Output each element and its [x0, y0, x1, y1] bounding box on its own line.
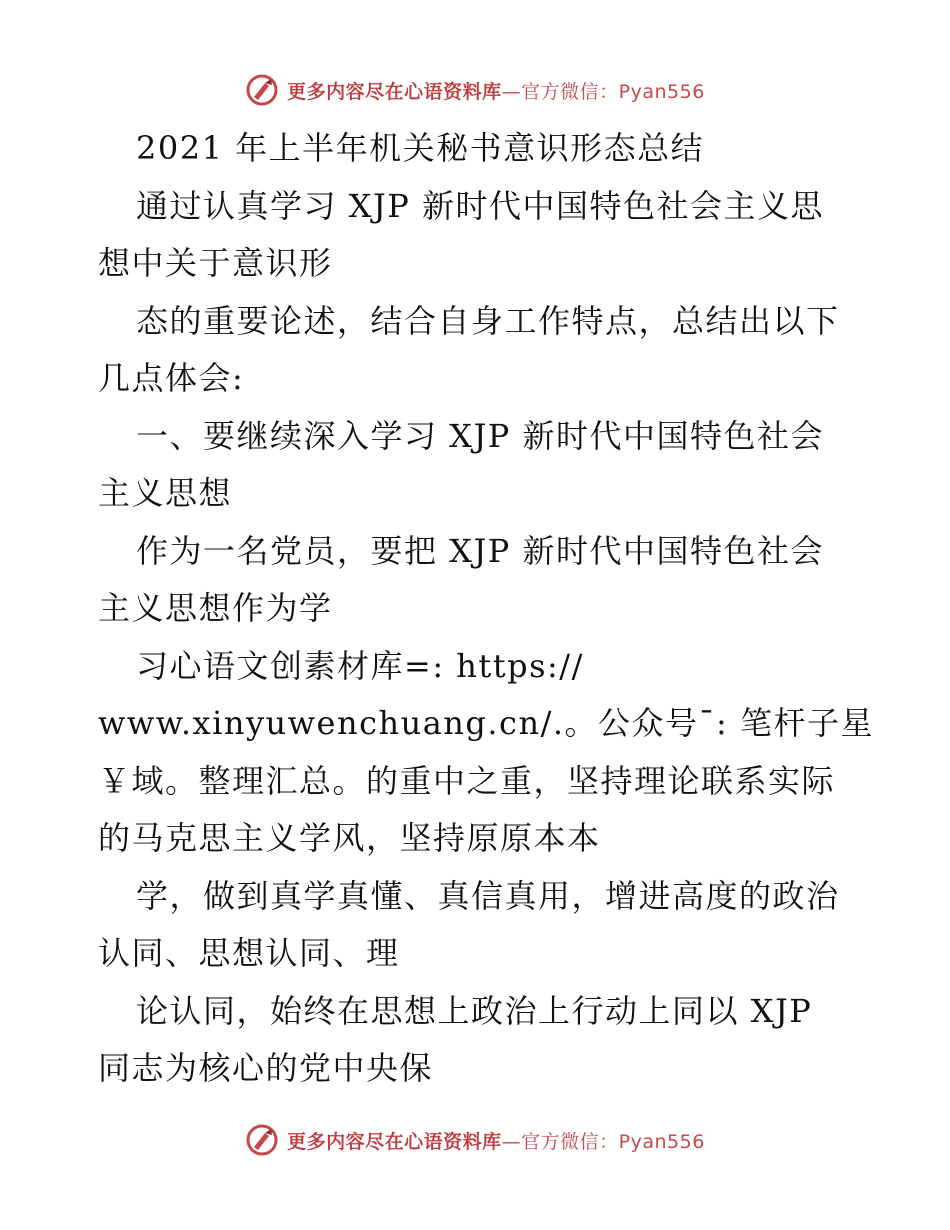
footer-brand-text: 更多内容尽在心语资料库	[287, 1130, 502, 1153]
section-heading: 一、要继续深入学习 XJP 新时代中国特色社会	[136, 416, 824, 455]
document-body	[98, 120, 874, 1098]
paragraph-line: 态的重要论述，结合自身工作特点，总结出以下	[136, 301, 840, 340]
paragraph-line: 主义思想作为学	[98, 589, 333, 627]
header-banner-text	[287, 77, 705, 104]
section-heading: 主义思想	[98, 474, 233, 512]
paragraph-line: 通过认真学习 XJP 新时代中国特色社会主义思	[136, 186, 824, 225]
paragraph-line: 几点体会:	[98, 359, 245, 397]
footer-banner	[0, 1120, 950, 1160]
header-banner	[0, 70, 950, 110]
header-suffix-text: 官方微信：Pyan556	[521, 80, 705, 103]
paragraph-line: 想中关于意识形	[98, 244, 333, 282]
paragraph-line: 作为一名党员，要把 XJP 新时代中国特色社会	[136, 531, 824, 570]
document-title: 2021 年上半年机关秘书意识形态总结	[136, 129, 705, 167]
footer-suffix-text: 官方微信：Pyan556	[521, 1130, 705, 1153]
paragraph-line: 论认同，始终在思想上政治上行动上同以 XJP	[136, 991, 813, 1030]
footer-banner-text	[287, 1127, 705, 1154]
footer-separator: —	[501, 1130, 522, 1153]
paragraph-line: 习心语文创素材库=: https://	[136, 646, 584, 685]
paragraph-line: 认同、思想认同、理	[98, 934, 400, 972]
paragraph-line: www.xinyuwenchuang.cn/.。公众号¯: 笔杆子星	[98, 704, 874, 742]
paragraph-line: 学，做到真学真懂、真信真用，增进高度的政治	[136, 876, 840, 915]
logo-icon	[245, 73, 279, 107]
paragraph-line: 同志为核心的党中央保	[98, 1049, 434, 1087]
paragraph-line: ￥域。整理汇总。的重中之重，坚持理论联系实际	[98, 761, 836, 800]
header-separator: —	[501, 80, 522, 103]
logo-icon	[245, 1123, 279, 1157]
paragraph-line: 的马克思主义学风，坚持原原本本	[98, 819, 601, 857]
header-brand-text: 更多内容尽在心语资料库	[287, 80, 502, 103]
